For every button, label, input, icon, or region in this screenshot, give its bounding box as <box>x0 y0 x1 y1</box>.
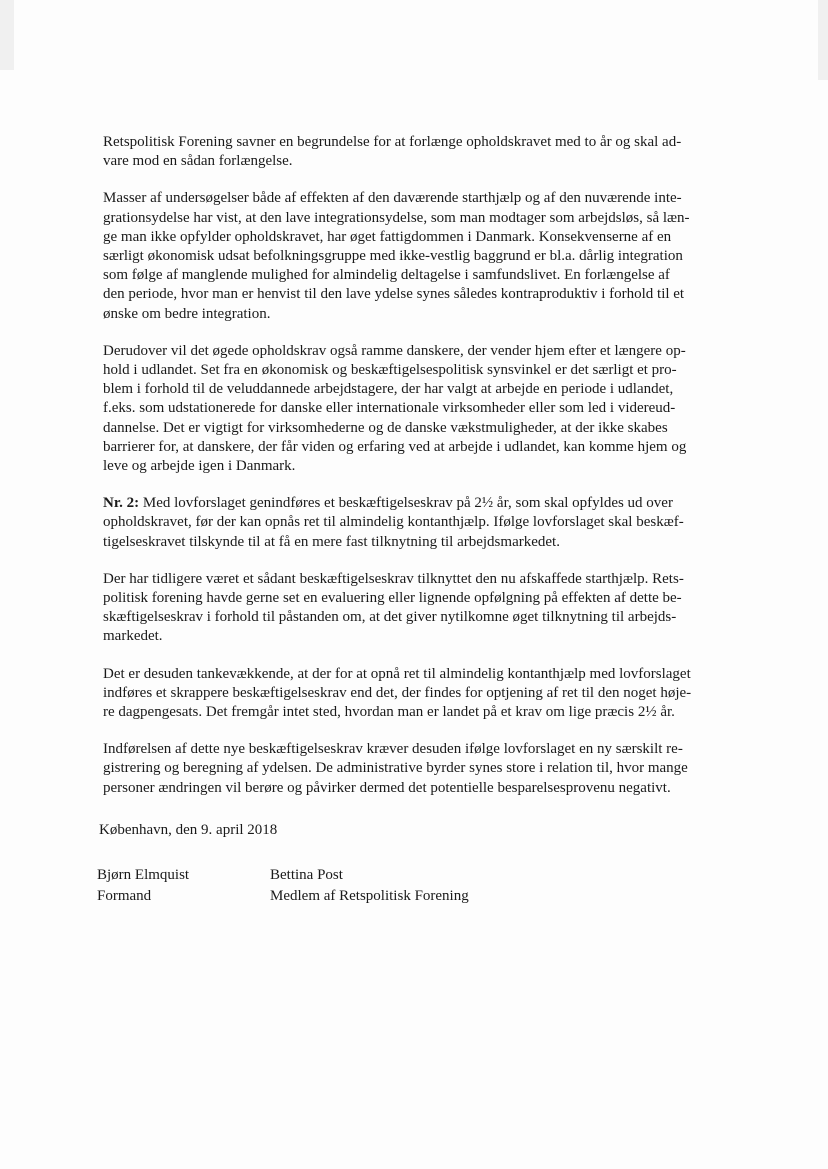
text-run: Med lovforslaget genindføres et beskæftigelseskrav på 2½ år, som skal opfyldes ud over <box>139 495 673 512</box>
document-body <box>103 133 729 816</box>
text-line: dannelse. Det er vigtigt for virksomhederne og de danske vækstmuligheder, at der ikke skabes <box>103 419 668 436</box>
text-line: særligt økonomisk udsat befolkningsgruppe med ikke-vestlig baggrund er bl.a. dårlig integration <box>103 248 683 265</box>
signatory-title: Formand <box>97 888 152 904</box>
scan-edge-mark-top-right <box>818 0 828 80</box>
place-and-date: København, den 9. april 2018 <box>99 822 278 838</box>
paragraph-2 <box>103 189 729 323</box>
text-line: Retspolitisk Forening savner en begrundelse for at forlænge opholdskravet med to år og skal ad- <box>103 134 682 150</box>
text-line: leve og arbejde igen i Danmark. <box>103 458 296 475</box>
text-line: markedet. <box>103 628 163 645</box>
text-line <box>103 494 729 513</box>
text-line: Der har tidligere været et sådant beskæftigelseskrav tilknyttet den nu afskaffede starthjælp. Rets- <box>103 570 684 587</box>
text-line: Derudover vil det øgede opholdskrav også ramme danskere, der vender hjem efter et længere op- <box>103 342 686 359</box>
paragraph-4 <box>103 494 729 552</box>
text-line: gistrering og beregning af ydelsen. De administrative byrder synes store i relation til, hvor mange <box>103 760 688 777</box>
signatory-title: Medlem af Retspolitisk Forening <box>270 888 469 904</box>
text-line: grationsydelse har vist, at den lave integrationsydelse, som man modtager som arbejdsløs, så læn- <box>103 209 690 226</box>
paragraph-3 <box>103 342 729 476</box>
text-line: ønske om bedre integration. <box>103 305 271 322</box>
section-label: Nr. 2: <box>103 495 140 512</box>
signatory-name: Bjørn Elmquist <box>97 867 190 883</box>
text-line: tigelseskravet tilskynde til at få en mere fast tilknytning til arbejdsmarkedet. <box>103 533 560 550</box>
text-line: den periode, hvor man er henvist til den lave ydelse synes således kontraproduktiv i forhold til et <box>103 286 685 303</box>
text-line: ge man ikke opfylder opholdskravet, har øget fattigdommen i Danmark. Konsekvenserne af en <box>103 228 672 245</box>
scan-edge-mark-top-left <box>0 0 14 70</box>
text-line: Indførelsen af dette nye beskæftigelseskrav kræver desuden ifølge lovforslaget en ny særskilt re- <box>103 741 683 758</box>
text-line: blem i forhold til de veluddannede arbejdstagere, der har valgt at arbejde en periode i udlandet, <box>103 381 674 398</box>
text-line: personer ændringen vil berøre og påvirker dermed det potentielle besparelsesprovenu negativt. <box>103 779 671 796</box>
text-line: hold i udlandet. Set fra en økonomisk og beskæftigelsespolitisk synsvinkel er det særligt et pro- <box>103 362 677 379</box>
text-line: skæftigelseskrav i forhold til påstanden om, at det giver nytilkomne øget tilknytning til arbejds- <box>103 609 677 626</box>
signature-block-chair <box>97 865 189 907</box>
signature-block-member <box>270 865 469 907</box>
text-line: politisk forening havde gerne set en evaluering eller lignende opfølgning på effekten af dette be- <box>103 590 682 607</box>
paragraph-7 <box>103 740 729 798</box>
text-line: opholdskravet, før der kan opnås ret til almindelig kontanthjælp. Ifølge lovforslaget skal beskæf- <box>103 514 684 531</box>
paragraph-6 <box>103 665 729 723</box>
signatory-name: Bettina Post <box>270 867 343 883</box>
text-line: indføres et skrappere beskæftigelseskrav end det, der findes for optjening af ret til den noget høje- <box>103 684 692 701</box>
text-line: re dagpengesats. Det fremgår intet sted, hvordan man er landet på et krav om lige præcis 2½ år. <box>103 704 675 721</box>
text-line: barrierer for, at danskere, der får viden og erfaring ved at arbejde i udlandet, kan komme hjem og <box>103 438 687 455</box>
text-line: Det er desuden tankevækkende, at der for at opnå ret til almindelig kontanthjælp med lovforslaget <box>103 665 691 682</box>
paragraph-1 <box>103 133 729 171</box>
text-line: f.eks. som udstationerede for danske eller internationale virksomheder eller som led i videreud- <box>103 400 676 417</box>
text-line: Masser af undersøgelser både af effekten af den daværende starthjælp og af den nuværende inte- <box>103 190 682 207</box>
text-line: vare mod en sådan forlængelse. <box>103 153 293 170</box>
paragraph-5 <box>103 570 729 647</box>
text-line: som følge af manglende mulighed for almindelig deltagelse i samfundslivet. En forlængelse af <box>103 267 670 284</box>
